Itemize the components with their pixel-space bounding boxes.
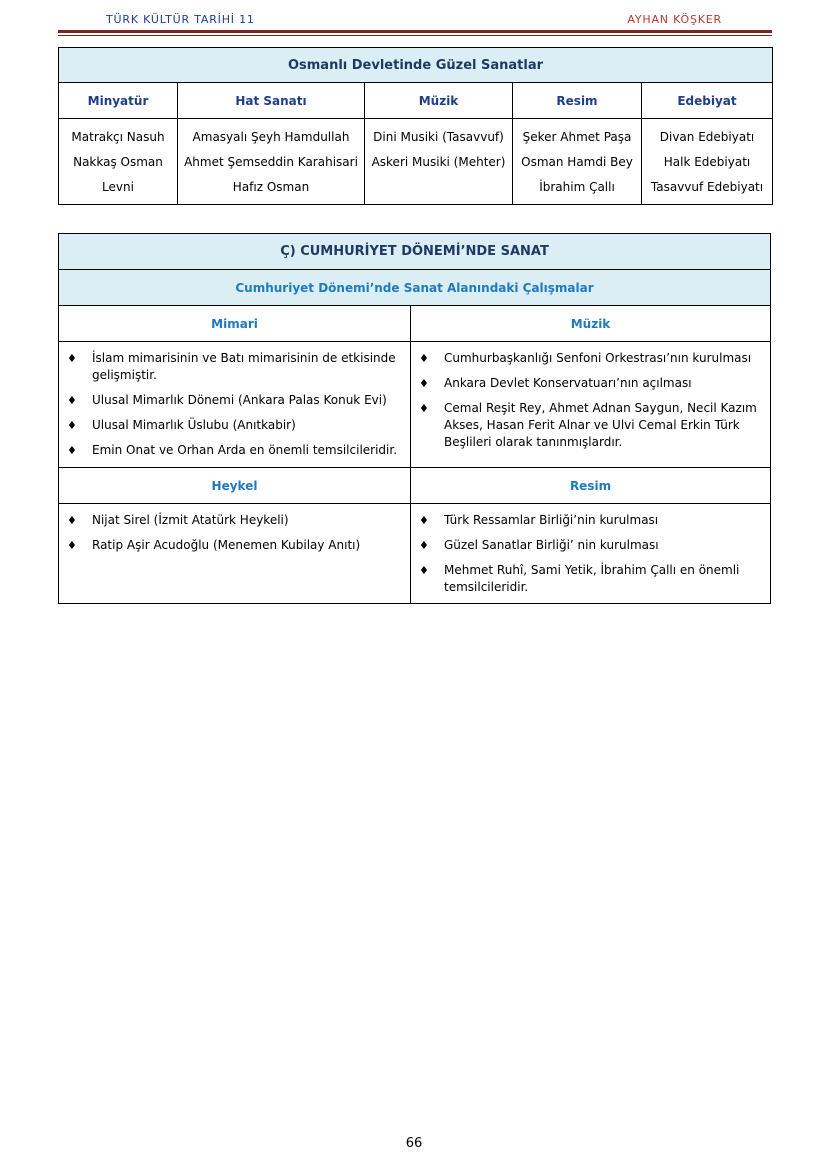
column-heading-muzik: Müzik: [365, 83, 513, 119]
diamond-bullet-icon: ♦: [419, 564, 429, 577]
ottoman-table-title: Osmanlı Devletinde Güzel Sanatlar: [59, 48, 773, 83]
section-heading-muzik: Müzik: [411, 306, 771, 342]
diamond-bullet-icon: ♦: [419, 514, 429, 527]
section-heading-mimari: Mimari: [59, 306, 411, 342]
list-item: Osman Hamdi Bey: [521, 155, 633, 169]
diamond-bullet-icon: ♦: [419, 352, 429, 365]
page-number: 66: [405, 1136, 423, 1151]
column-heading-resim: Resim: [513, 83, 642, 119]
header-rule-thin: [58, 35, 772, 36]
list-item: ♦ Emin Onat ve Orhan Arda en önemli temsilcileridir.: [67, 443, 398, 457]
list-item: Tasavvuf Edebiyatı: [650, 180, 764, 194]
header-rule-thick: [58, 30, 772, 33]
list-item: Hafız Osman: [232, 180, 310, 194]
diamond-bullet-icon: ♦: [67, 419, 77, 432]
list-item: ♦ Ankara Devlet Konservatuarı’nın açılması: [419, 376, 692, 390]
list-item: Halk Edebiyatı: [663, 155, 751, 169]
list-item: ♦ Mehmet Ruhî, Sami Yetik, İbrahim Çallı en önemli temsilcileridir.: [419, 563, 740, 594]
cell-hat-sanati: [178, 119, 365, 205]
section-heykel: [59, 504, 411, 604]
list-item: ♦ Ratip Aşir Acudoğlu (Menemen Kubilay Anıtı): [67, 538, 361, 552]
diamond-bullet-icon: ♦: [419, 377, 429, 390]
header-author: AYHAN KÖŞKER: [627, 13, 722, 26]
diamond-bullet-icon: ♦: [67, 514, 77, 527]
list-item: ♦ Cemal Reşit Rey, Ahmet Adnan Saygun, Necil Kazım Akses, Hasan Ferit Alnar ve Ulvi Cemal Erkin Türk Beşlileri olarak tanınmışlardır.: [419, 401, 757, 449]
list-item: Şeker Ahmet Paşa: [522, 130, 632, 144]
section-resim: [411, 504, 771, 604]
section-heading-heykel: Heykel: [59, 468, 411, 504]
list-item: İbrahim Çallı: [539, 180, 615, 194]
cell-minyatur: [59, 119, 178, 205]
list-item: Divan Edebiyatı: [659, 130, 755, 144]
diamond-bullet-icon: ♦: [419, 402, 429, 415]
list-item: Dini Musiki (Tasavvuf): [373, 130, 504, 144]
list-item: ♦ Nijat Sirel (İzmit Atatürk Heykeli): [67, 513, 289, 527]
list-item: ♦ Güzel Sanatlar Birliği’ nin kurulması: [419, 538, 659, 552]
diamond-bullet-icon: ♦: [67, 444, 77, 457]
section-mimari: [59, 342, 411, 468]
section-heading-resim: Resim: [411, 468, 771, 504]
republic-table-subtitle: Cumhuriyet Dönemi’nde Sanat Alanındaki Çalışmalar: [59, 270, 771, 306]
list-item: ♦ Ulusal Mimarlık Üslubu (Anıtkabir): [67, 418, 296, 432]
diamond-bullet-icon: ♦: [67, 539, 77, 552]
list-item: Ahmet Şemseddin Karahisari: [184, 155, 358, 169]
list-item: Amasyalı Şeyh Hamdullah: [192, 130, 350, 144]
column-heading-minyatur: Minyatür: [59, 83, 178, 119]
header-book-title: TÜRK KÜLTÜR TARİHİ 11: [106, 13, 255, 26]
cell-resim: [513, 119, 642, 205]
section-muzik: [411, 342, 771, 468]
diamond-bullet-icon: ♦: [67, 352, 77, 365]
cell-muzik: [365, 119, 513, 205]
republic-table-title: Ç) CUMHURİYET DÖNEMİ’NDE SANAT: [59, 234, 771, 270]
list-item: Matrakçı Nasuh: [71, 130, 165, 144]
list-item: Nakkaş Osman: [73, 155, 163, 169]
ottoman-arts-table: [58, 47, 773, 205]
column-heading-hat-sanati: Hat Sanatı: [178, 83, 365, 119]
list-item: ♦ Ulusal Mimarlık Dönemi (Ankara Palas Konuk Evi): [67, 393, 387, 407]
list-item: ♦ Türk Ressamlar Birliği’nin kurulması: [419, 513, 659, 527]
republic-arts-table: [58, 233, 771, 604]
list-item: Levni: [102, 180, 134, 194]
list-item: Askeri Musiki (Mehter): [371, 155, 506, 169]
diamond-bullet-icon: ♦: [67, 394, 77, 407]
cell-edebiyat: [642, 119, 773, 205]
column-heading-edebiyat: Edebiyat: [642, 83, 773, 119]
list-item: ♦ Cumhurbaşkanlığı Senfoni Orkestrası’nın kurulması: [419, 351, 752, 365]
diamond-bullet-icon: ♦: [419, 539, 429, 552]
list-item: ♦ İslam mimarisinin ve Batı mimarisinin de etkisinde gelişmiştir.: [67, 351, 396, 382]
